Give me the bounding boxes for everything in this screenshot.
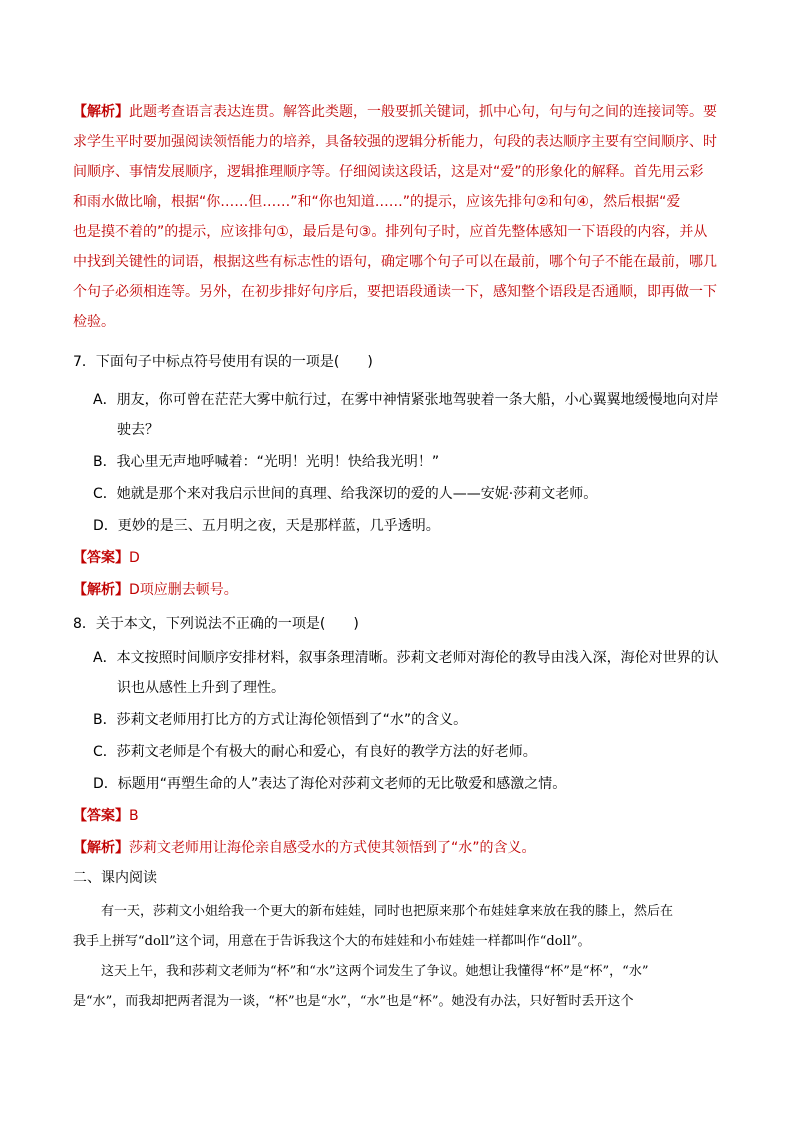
question-7-option-d: D．更妙的是三、五月明之夜，天是那样蓝，几乎透明。: [93, 518, 440, 534]
question-8-analysis: 【解析】莎莉文老师用让海伦亲自感受水的方式使其领悟到了“水”的含义。: [73, 840, 536, 856]
question-7-stem: 7．下面句子中标点符号使用有误的一项是( ): [73, 354, 373, 370]
question-7-answer: 【答案】D: [73, 550, 140, 566]
question-7-option-a-line-2: 驶去？: [117, 422, 159, 438]
question-7-analysis: 【解析】D项应删去顿号。: [73, 582, 238, 598]
passage-paragraph-2-line-2: 是“水”，而我却把两者混为一谈，“杯”也是“水”，“水”也是“杯”。她没有办法，只好暂时丢开这个: [73, 994, 634, 1009]
section-heading: 二、课内阅读: [73, 870, 157, 886]
question-7-option-c: C．她就是那个来对我启示世间的真理、给我深切的爱的人——安妮·莎莉文老师。: [93, 486, 598, 502]
passage-paragraph-1-line-2: 我手上拼写“doll”这个词，用意在于告诉我这个大的布娃娃和小布娃娃一样都叫作“doll”。: [73, 934, 591, 949]
analysis-tag: 【解析】: [73, 104, 129, 120]
analysis-1-line-1: 【解析】此题考查语言表达连贯。解答此类题，一般要抓关键词，抓中心句，句与句之间的连接词等。要: [73, 104, 717, 120]
question-8-answer: 【答案】B: [73, 808, 139, 824]
question-8-option-a-line-1: A．本文按照时间顺序安排材料，叙事条理清晰。莎莉文老师对海伦的教导由浅入深，海伦对世界的认: [93, 650, 719, 666]
analysis-1-line-8: 检验。: [73, 314, 115, 330]
question-8-option-d: D．标题用“再塑生命的人”表达了海伦对莎莉文老师的无比敬爱和感激之情。: [93, 776, 567, 792]
question-8-option-c: C．莎莉文老师是个有极大的耐心和爱心，有良好的教学方法的好老师。: [93, 744, 537, 760]
question-7-option-b: B．我心里无声地呼喊着：“光明！光明！快给我光明！”: [93, 454, 440, 470]
question-8-stem: 8．关于本文，下列说法不正确的一项是( ): [73, 616, 359, 632]
passage-paragraph-2-line-1: 这天上午，我和莎莉文老师为“杯”和“水”这两个词发生了争议。她想让我懂得“杯”是“杯”，“水”: [101, 964, 649, 979]
passage-paragraph-1-line-1: 有一天，莎莉文小姐给我一个更大的新布娃娃，同时也把原来那个布娃娃拿来放在我的膝上，然后在: [101, 904, 674, 919]
question-8-option-b: B．莎莉文老师用打比方的方式让海伦领悟到了“水”的含义。: [93, 712, 468, 728]
analysis-1-line-2: 求学生平时要加强阅读领悟能力的培养，具备较强的逻辑分析能力，句段的表达顺序主要有空间顺序、时: [73, 134, 717, 150]
analysis-1-line-3: 间顺序、事情发展顺序，逻辑推理顺序等。仔细阅读这段话，这是对“爱”的形象化的解释。首先用云彩: [73, 164, 704, 180]
question-7-option-a-line-1: A．朋友，你可曾在茫茫大雾中航行过，在雾中神情紧张地驾驶着一条大船，小心翼翼地缓慢地向对岸: [93, 392, 719, 408]
analysis-1-line-6: 中找到关键性的词语，根据这些有标志性的语句，确定哪个句子可以在最前，哪个句子不能在最前，哪几: [73, 254, 717, 270]
question-8-option-a-line-2: 识也从感性上升到了理性。: [117, 680, 285, 696]
analysis-1-line-7: 个句子必须相连等。另外，在初步排好句序后，要把语段通读一下，感知整个语段是否通顺，即再做一下: [73, 284, 717, 300]
analysis-1-line-4: 和雨水做比喻，根据“你……但……”和“你也知道……”的提示，应该先排句②和句④，然后根据“爱: [73, 194, 681, 210]
analysis-1-line-5: 也是摸不着的”的提示，应该排句①，最后是句③。排列句子时，应首先整体感知一下语段的内容，并从: [73, 224, 708, 240]
